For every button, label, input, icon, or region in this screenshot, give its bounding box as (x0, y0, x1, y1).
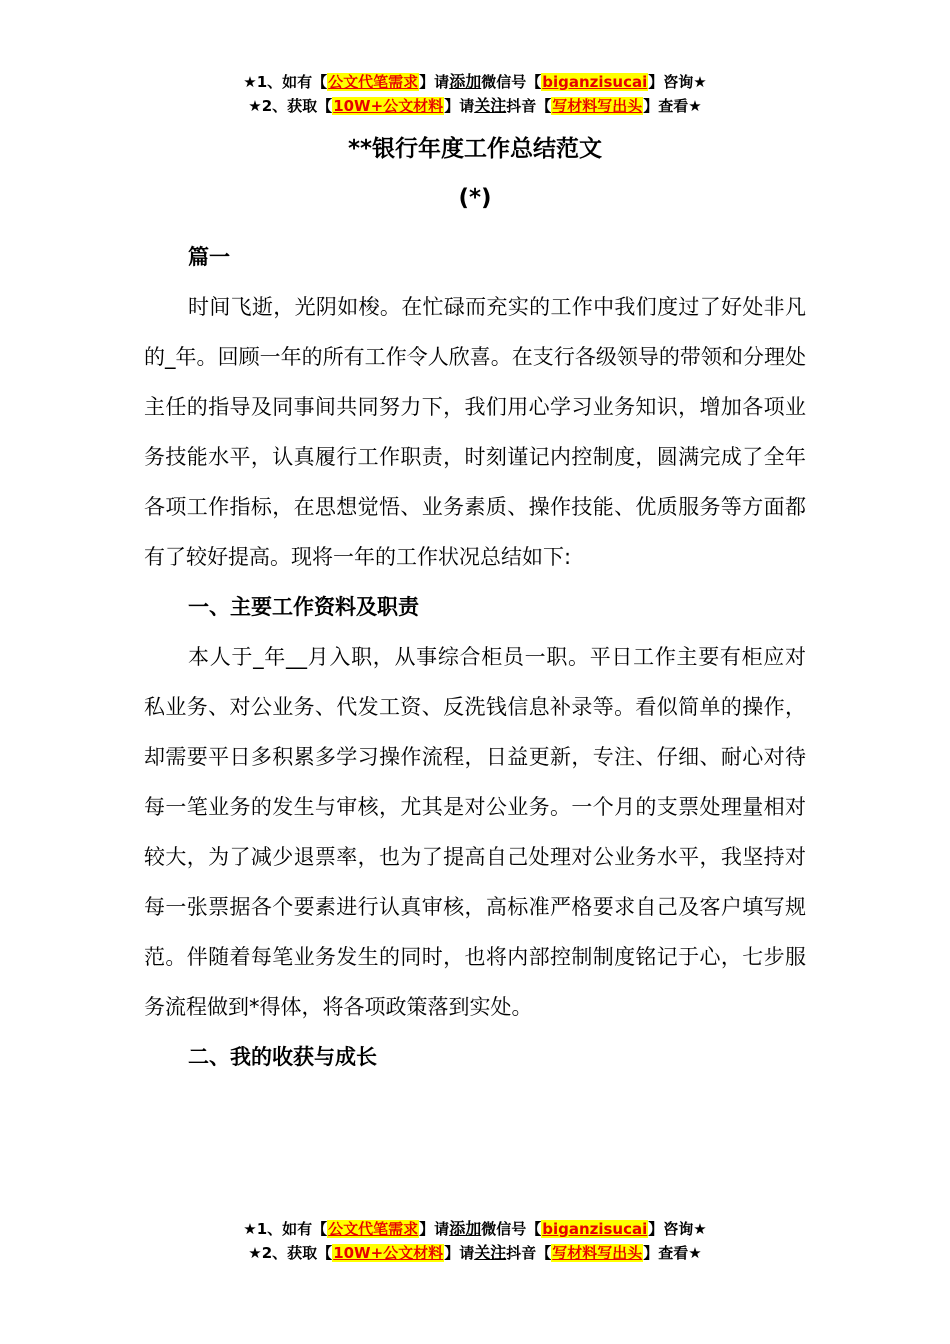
promo-text: 】请 (444, 97, 475, 115)
section-1-heading: 一、主要工作资料及职责 (188, 595, 419, 619)
bottom-promo-banner (0, 1217, 950, 1265)
promo-line-1 (0, 70, 950, 94)
promo-highlight: 10W+公文材料 (333, 1244, 444, 1262)
promo-emphasis: 关注 (474, 1243, 507, 1262)
promo-text: 】咨询★ (648, 1220, 707, 1238)
promo-text: 】咨询★ (648, 73, 707, 91)
promo-highlight: 10W+公文材料 (333, 97, 444, 115)
document-subtitle: (*) (458, 185, 492, 211)
promo-text: ★2、获取【 (248, 97, 333, 115)
promo-line-2 (0, 1241, 950, 1265)
promo-emphasis: 添加 (449, 72, 482, 91)
promo-line-1 (0, 1217, 950, 1241)
promo-highlight: 公文代笔需求 (328, 73, 419, 91)
promo-emphasis: 添加 (449, 1219, 482, 1238)
promo-line-2 (0, 94, 950, 118)
intro-paragraph: 时间飞逝，光阴如梭。在忙碌而充实的工作中我们度过了好处非凡的_年。回顾一年的所有工作令人欣喜。在支行各级领导的带领和分理处主任的指导及同事间共同努力下，我们用心学习业务知识，增加各项业务技能水平，认真履行工作职责，时刻谨记内控制度，圆满完成了全年各项工作指标，在思想觉悟、业务素质、操作技能、优质服务等方面都有了较好提高。现将一年的工作状况总结如下: (144, 295, 806, 569)
promo-emphasis: 关注 (474, 96, 507, 115)
promo-highlight: 公文代笔需求 (328, 1220, 419, 1238)
top-promo-banner (0, 70, 950, 118)
promo-text: ★1、如有【 (243, 1220, 328, 1238)
promo-text: 】请 (419, 1220, 450, 1238)
promo-text: 】请 (444, 1244, 475, 1262)
part-heading: 篇一 (188, 245, 230, 269)
promo-highlight: 写材料写出头 (552, 97, 643, 115)
promo-text: 抖音【 (506, 97, 552, 115)
section-1-paragraph: 本人于_年__月入职，从事综合柜员一职。平日工作主要有柜应对私业务、对公业务、代发工资、反洗钱信息补录等。看似简单的操作，却需要平日多积累多学习操作流程，日益更新，专注、仔细、耐心对待每一笔业务的发生与审核，尤其是对公业务。一个月的支票处理量相对较大，为了减少退票率，也为了提高自己处理对公业务水平，我坚持对每一张票据各个要素进行认真审核，高标准严格要求自己及客户填写规范。伴随着每笔业务发生的同时，也将内部控制制度铭记于心，七步服务流程做到*得体，将各项政策落到实处。 (144, 645, 806, 1019)
promo-highlight: 写材料写出头 (552, 1244, 643, 1262)
promo-text: 微信号【 (481, 73, 542, 91)
promo-text: 抖音【 (506, 1244, 552, 1262)
promo-text: 】查看★ (643, 1244, 702, 1262)
promo-highlight: biganzisucai (542, 73, 648, 91)
document-body (144, 232, 806, 1082)
promo-text: 微信号【 (481, 1220, 542, 1238)
promo-highlight: biganzisucai (542, 1220, 648, 1238)
document-title: **银行年度工作总结范文 (347, 136, 603, 162)
promo-text: 】查看★ (643, 97, 702, 115)
section-2-heading: 二、我的收获与成长 (188, 1045, 377, 1069)
promo-text: ★2、获取【 (248, 1244, 333, 1262)
promo-text: ★1、如有【 (243, 73, 328, 91)
promo-text: 】请 (419, 73, 450, 91)
